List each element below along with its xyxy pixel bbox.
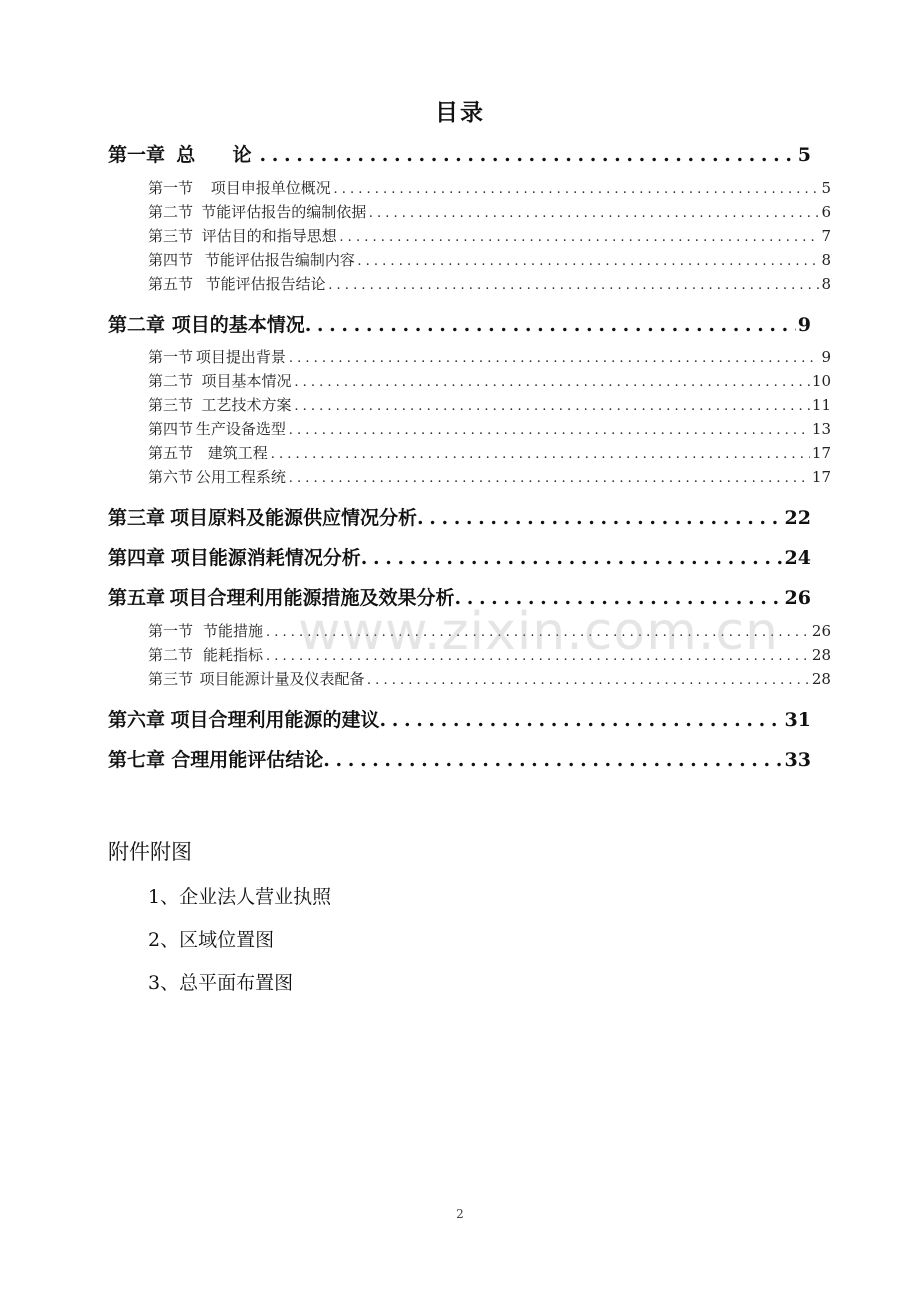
section-name: 评估目的和指导思想 (201, 227, 337, 245)
leader-dots (323, 749, 782, 771)
leader-dots (357, 251, 819, 269)
toc-section-1-5[interactable] (148, 273, 831, 293)
section-label: 第六节 (148, 468, 194, 486)
appendix-item: 3、总平面布置图 (148, 972, 294, 994)
chapter-label: 第七章 (108, 749, 166, 771)
section-page: 17 (811, 444, 831, 462)
section-label: 第三节 (148, 670, 194, 688)
section-name: 项目能源计量及仪表配备 (199, 670, 365, 688)
section-name: 公用工程系统 (195, 468, 286, 486)
leader-dots (339, 227, 819, 245)
toc-section-2-4[interactable] (148, 418, 831, 438)
section-label: 第二节 (148, 203, 194, 221)
chapter-name: 项目原料及能源供应情况分析 (169, 507, 417, 529)
chapter-label: 第三章 (108, 507, 166, 529)
section-name: 项目基本情况 (201, 372, 292, 390)
toc-section-2-2[interactable] (148, 370, 831, 390)
chapter-page: 9 (797, 314, 811, 336)
chapter-page: 31 (784, 709, 811, 731)
leader-dots (289, 348, 820, 366)
leader-dots (289, 468, 810, 486)
section-label: 第二节 (148, 372, 194, 390)
section-page: 28 (811, 670, 831, 688)
section-page: 8 (821, 275, 831, 293)
section-page: 7 (821, 227, 831, 245)
toc-section-2-3[interactable] (148, 394, 831, 414)
toc-title: 目录 (435, 99, 485, 126)
section-page: 28 (811, 646, 831, 664)
section-name: 项目申报单位概况 (210, 179, 331, 197)
chapter-name: 项目的基本情况 (171, 314, 305, 336)
chapter-page: 5 (797, 144, 811, 166)
chapter-name: 总 论 (176, 144, 260, 166)
leader-dots (289, 420, 810, 438)
toc-section-1-1[interactable] (148, 177, 831, 197)
section-name: 节能评估报告的编制依据 (201, 203, 367, 221)
section-name: 生产设备选型 (195, 420, 286, 438)
section-page: 6 (821, 203, 831, 221)
chapter-name: 合理用能评估结论 (171, 749, 324, 771)
section-name: 节能评估报告结论 (205, 275, 326, 293)
leader-dots (380, 709, 783, 731)
chapter-label: 第一章 (108, 144, 166, 166)
toc-section-1-4[interactable] (148, 249, 831, 269)
section-page: 8 (821, 251, 831, 269)
chapter-page: 33 (784, 749, 811, 771)
section-page: 5 (821, 179, 831, 197)
chapter-page: 22 (784, 507, 811, 529)
leader-dots (266, 622, 810, 640)
leader-dots (271, 444, 810, 462)
toc-section-5-2[interactable] (148, 644, 831, 664)
toc-chapter-2[interactable] (108, 310, 811, 336)
section-label: 第四节 (148, 420, 194, 438)
section-name: 能耗指标 (202, 646, 263, 664)
section-name: 项目提出背景 (195, 348, 286, 366)
appendix-item: 1、企业法人营业执照 (148, 886, 332, 908)
section-name: 节能评估报告编制内容 (204, 251, 355, 269)
section-label: 第一节 (148, 179, 194, 197)
section-label: 第四节 (148, 251, 194, 269)
toc-chapter-4[interactable] (108, 543, 811, 569)
section-label: 第一节 (148, 348, 194, 366)
section-label: 第五节 (148, 444, 194, 462)
toc-chapter-5[interactable] (108, 583, 811, 609)
watermark: www.zixin.com.cn (298, 602, 779, 662)
toc-section-2-6[interactable] (148, 466, 831, 486)
toc-section-1-2[interactable] (148, 201, 831, 221)
section-label: 第三节 (148, 227, 194, 245)
leader-dots (294, 396, 810, 414)
section-label: 第一节 (148, 622, 194, 640)
leader-dots (266, 646, 810, 664)
appendix-title: 附件附图 (108, 840, 192, 864)
leader-dots (294, 372, 810, 390)
leader-dots (367, 670, 810, 688)
section-label: 第五节 (148, 275, 194, 293)
toc-section-2-1[interactable] (148, 346, 831, 366)
toc-section-5-3[interactable] (148, 668, 831, 688)
chapter-name: 项目合理利用能源措施及效果分析 (169, 587, 455, 609)
toc-chapter-7[interactable] (108, 745, 811, 771)
toc-chapter-3[interactable] (108, 503, 811, 529)
toc-section-1-3[interactable] (148, 225, 831, 245)
section-page: 26 (811, 622, 831, 640)
section-name: 建筑工程 (207, 444, 268, 462)
leader-dots (305, 314, 796, 336)
section-page: 9 (821, 348, 831, 366)
chapter-name: 项目合理利用能源的建议 (170, 709, 380, 731)
leader-dots (333, 179, 819, 197)
leader-dots (454, 587, 782, 609)
chapter-label: 第四章 (108, 547, 166, 569)
chapter-label: 第五章 (108, 587, 166, 609)
chapter-page: 24 (784, 547, 811, 569)
chapter-name: 项目能源消耗情况分析 (170, 547, 361, 569)
toc-chapter-1[interactable] (108, 140, 811, 166)
toc-section-2-5[interactable] (148, 442, 831, 462)
chapter-label: 第二章 (108, 314, 166, 336)
section-name: 节能措施 (202, 622, 263, 640)
section-page: 13 (811, 420, 831, 438)
section-label: 第二节 (148, 646, 194, 664)
section-label: 第三节 (148, 396, 194, 414)
chapter-page: 26 (784, 587, 811, 609)
leader-dots (260, 144, 796, 166)
section-page: 11 (811, 396, 831, 414)
leader-dots (328, 275, 819, 293)
chapter-label: 第六章 (108, 709, 166, 731)
leader-dots (361, 547, 783, 569)
toc-section-5-1[interactable] (148, 620, 831, 640)
appendix-item: 2、区域位置图 (148, 929, 275, 951)
section-page: 10 (811, 372, 831, 390)
section-name: 工艺技术方案 (201, 396, 292, 414)
leader-dots (369, 203, 820, 221)
section-page: 17 (811, 468, 831, 486)
toc-chapter-6[interactable] (108, 705, 811, 731)
leader-dots (417, 507, 783, 529)
page-number: 2 (456, 1207, 464, 1221)
